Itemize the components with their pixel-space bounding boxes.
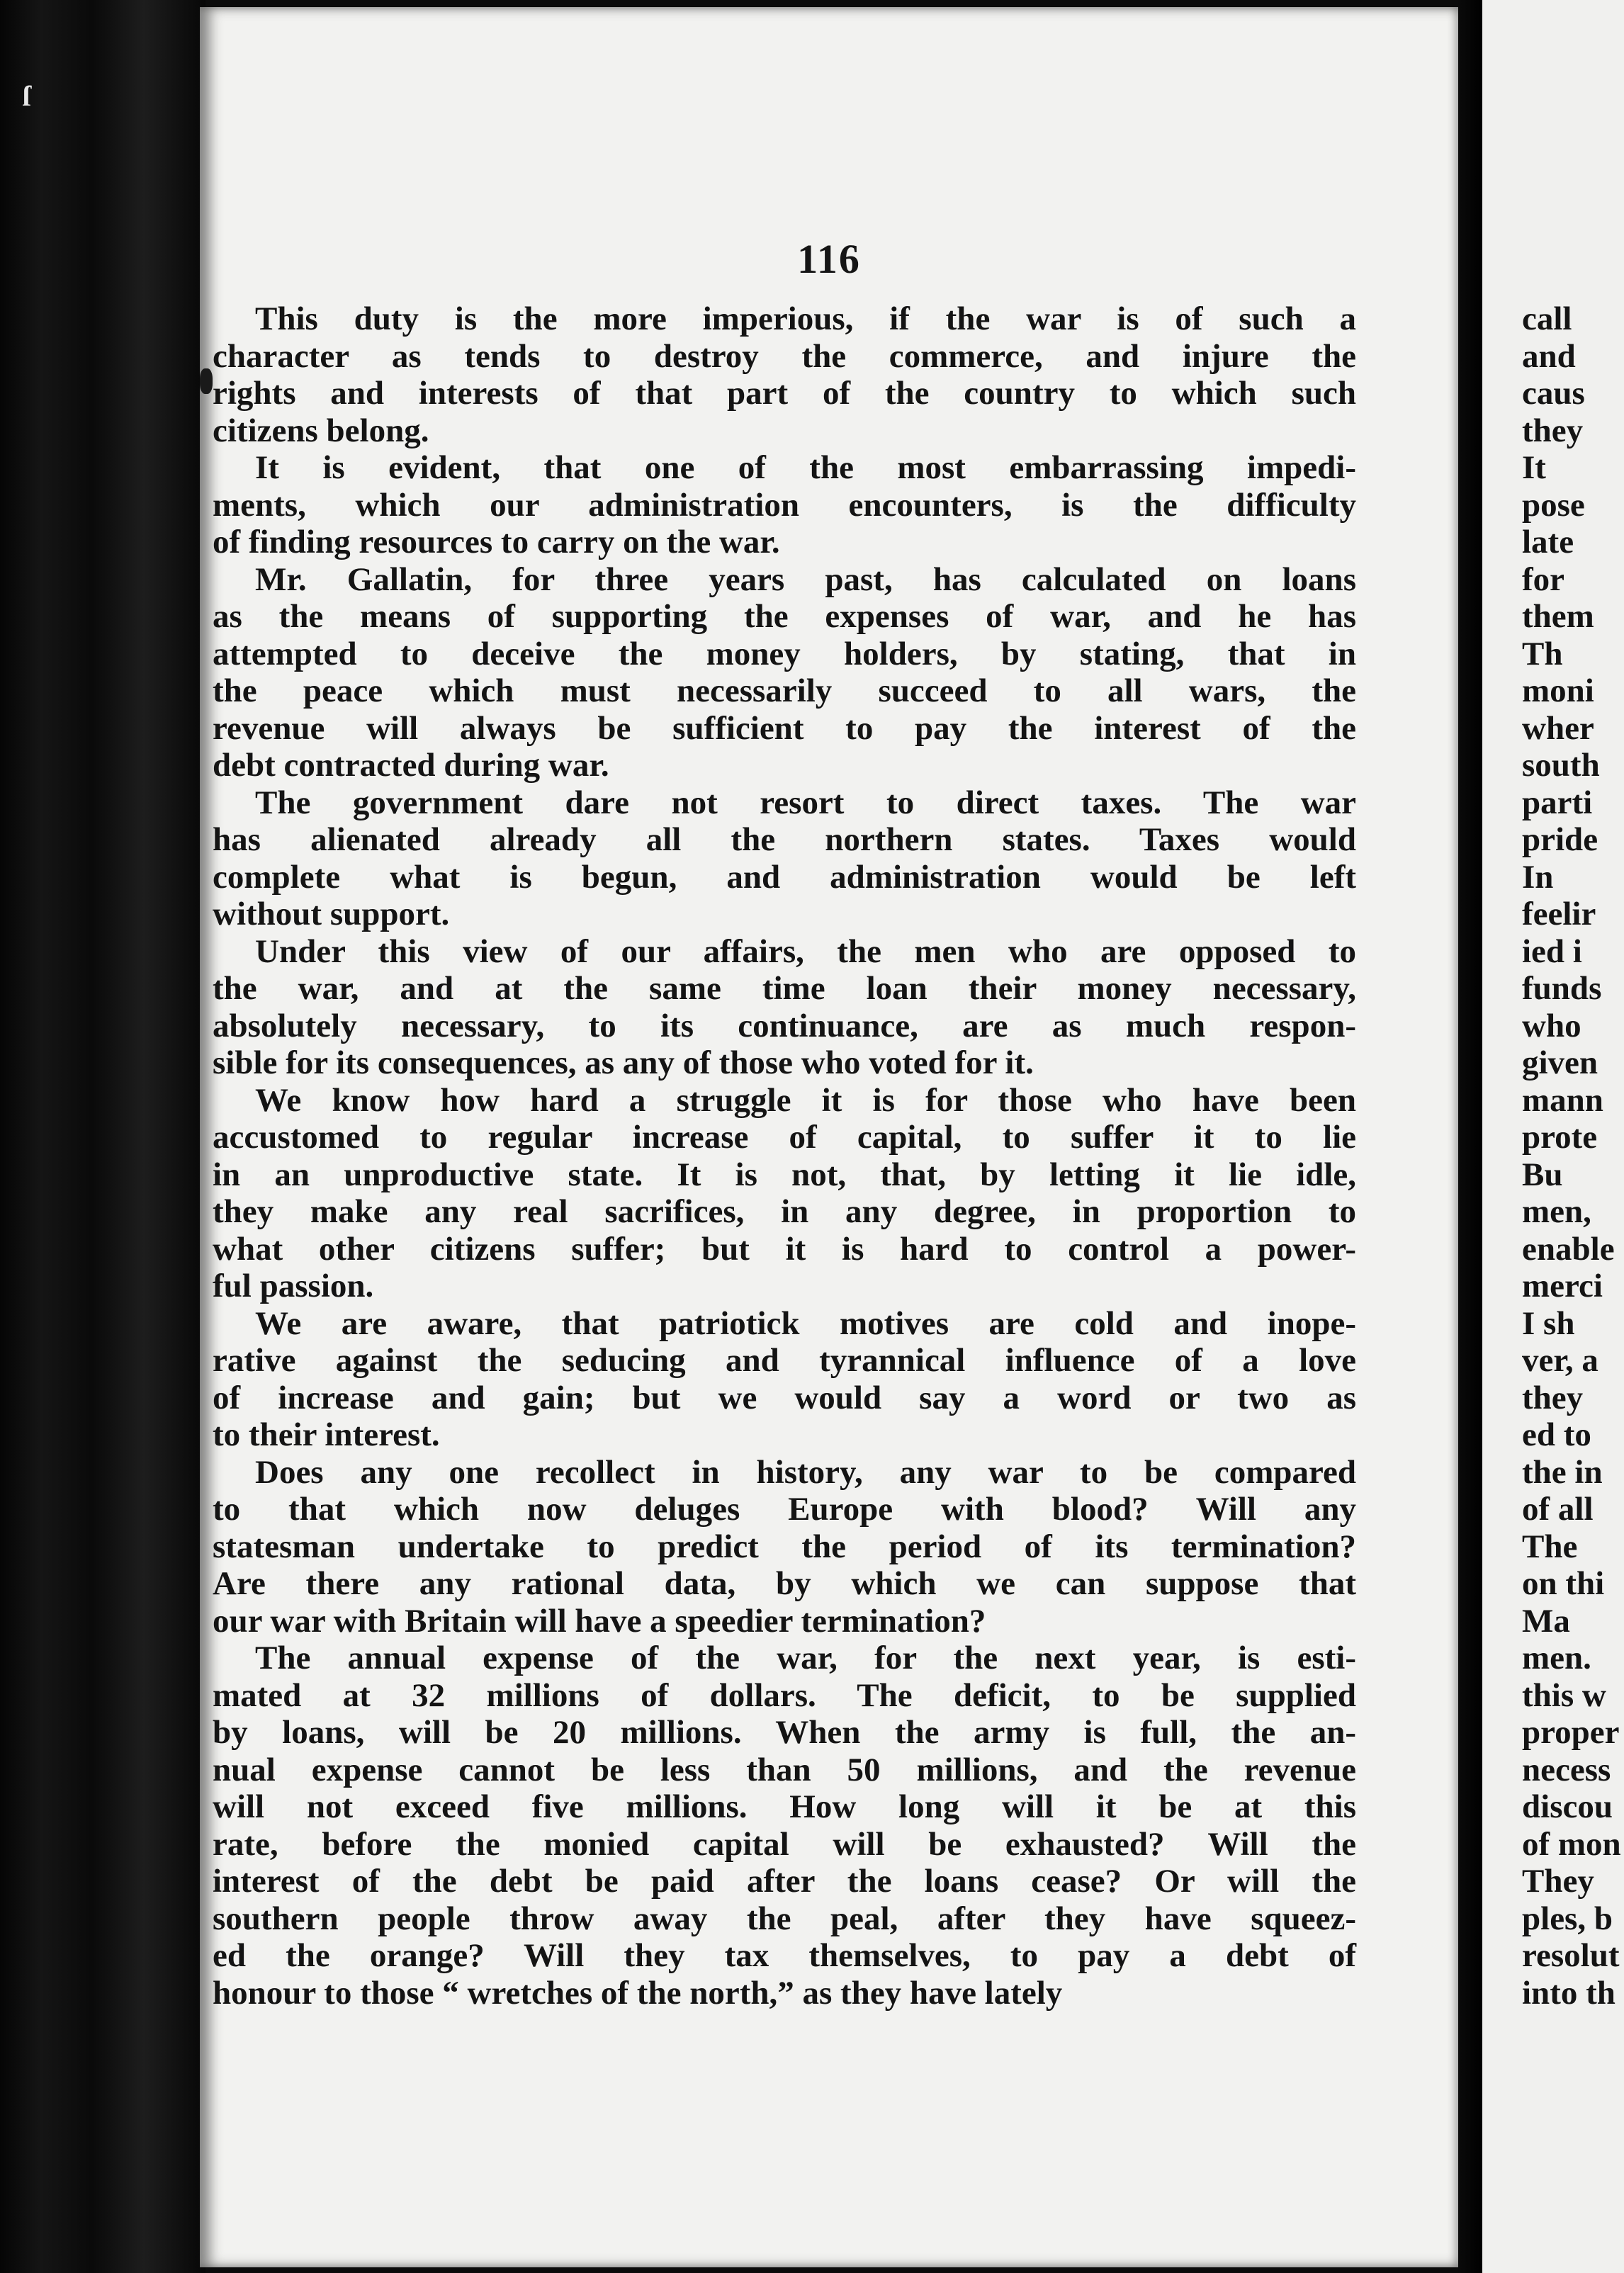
text-line: of increase and gain; but we would say a word or two as: [213, 1379, 1356, 1416]
text-line: by loans, will be 20 millions. When the army is full, the an-: [213, 1714, 1356, 1751]
text-line: We know how hard a struggle it is for those who have been: [255, 1081, 1356, 1119]
next-page-line: caus: [1522, 375, 1585, 412]
next-page-line: ied i: [1522, 932, 1582, 970]
text-line: attempted to deceive the money holders, by stating, that in: [213, 635, 1356, 672]
next-page-line: resolut: [1522, 1937, 1620, 1974]
text-line: without support.: [213, 896, 450, 932]
next-page-line: prote: [1522, 1119, 1598, 1156]
text-line: rative against the seducing and tyrannical influence of a love: [213, 1342, 1356, 1379]
next-page-line: and: [1522, 337, 1576, 375]
text-line: Under this view of our affairs, the men who are opposed to: [255, 932, 1356, 970]
next-page-line: Bu: [1522, 1156, 1563, 1193]
text-line: what other citizens suffer; but it is hard to control a power-: [213, 1230, 1356, 1268]
next-page-line: south: [1522, 747, 1600, 784]
next-page-line: for: [1522, 560, 1565, 598]
next-page-line: It: [1522, 449, 1546, 486]
text-line: as the means of supporting the expenses of war, and he has: [213, 598, 1356, 635]
page-body-text: [213, 300, 1356, 2012]
text-line: Mr. Gallatin, for three years past, has calculated on loans: [255, 560, 1356, 598]
next-page-line: wher: [1522, 709, 1594, 747]
text-line: our war with Britain will have a speedier termination?: [213, 1602, 986, 1640]
text-line: mated at 32 millions of dollars. The deficit, to be supplied: [213, 1676, 1356, 1714]
text-line: in an unproductive state. It is not, that, by letting it lie idle,: [213, 1156, 1356, 1193]
text-line: southern people throw away the peal, after they have squeez-: [213, 1900, 1356, 1937]
text-line: of finding resources to carry on the war.: [213, 524, 780, 560]
next-page-line: men,: [1522, 1193, 1591, 1230]
text-line: ful passion.: [213, 1268, 374, 1304]
text-line: We are aware, that patriotick motives are cold and inope-: [255, 1304, 1356, 1342]
next-page-edge: [1482, 0, 1624, 2273]
text-line: citizens belong.: [213, 412, 429, 449]
next-page-line: the in: [1522, 1453, 1603, 1491]
next-page-line: this w: [1522, 1676, 1606, 1714]
next-page-line: who: [1522, 1007, 1581, 1044]
text-line: The government dare not resort to direct taxes. The war: [255, 784, 1356, 821]
next-page-line: late: [1522, 524, 1574, 560]
next-page-line: Ma: [1522, 1602, 1570, 1640]
edge-mark: ſ: [23, 80, 31, 112]
next-page-line: In: [1522, 858, 1554, 896]
page-gutter: [1458, 0, 1482, 2273]
text-line: sible for its consequences, as any of those who voted for it.: [213, 1044, 1034, 1081]
text-line: statesman undertake to predict the period of its termination?: [213, 1528, 1356, 1565]
text-line: to that which now deluges Europe with blood? Will any: [213, 1491, 1356, 1528]
next-page-line: pose: [1522, 486, 1585, 524]
text-line: This duty is the more imperious, if the war is of such a: [255, 300, 1356, 337]
text-line: to their interest.: [213, 1416, 440, 1453]
text-line: has alienated already all the northern states. Taxes would: [213, 821, 1356, 858]
text-line: rate, before the monied capital will be exhausted? Will the: [213, 1825, 1356, 1863]
next-page-line: them: [1522, 598, 1594, 635]
next-page-line: enable: [1522, 1230, 1615, 1268]
next-page-line: I sh: [1522, 1304, 1575, 1342]
text-line: ments, which our administration encounters, is the difficulty: [213, 486, 1356, 524]
next-page-line: pride: [1522, 821, 1598, 858]
next-page-line: moni: [1522, 672, 1594, 709]
next-page-line: ver, a: [1522, 1342, 1598, 1379]
text-line: Are there any rational data, by which we can suppose that: [213, 1565, 1356, 1602]
next-page-line: necess: [1522, 1751, 1611, 1788]
next-page-line: funds: [1522, 970, 1602, 1007]
ink-blot: [200, 368, 213, 394]
next-page-line: men.: [1522, 1640, 1591, 1676]
next-page-line: of mon: [1522, 1825, 1621, 1863]
next-page-line: of all: [1522, 1491, 1594, 1528]
text-line: It is evident, that one of the most embarrassing impedi-: [255, 449, 1356, 486]
text-line: Does any one recollect in history, any war to be compared: [255, 1453, 1356, 1491]
next-page-line: They: [1522, 1863, 1594, 1900]
next-page-text: [1522, 300, 1624, 2012]
next-page-line: ples, b: [1522, 1900, 1613, 1937]
next-page-line: they: [1522, 412, 1584, 449]
page-number: 116: [797, 236, 861, 282]
text-line: absolutely necessary, to its continuance, are as much respon-: [213, 1007, 1356, 1044]
next-page-line: The: [1522, 1528, 1578, 1565]
text-line: they make any real sacrifices, in any degree, in proportion to: [213, 1193, 1356, 1230]
text-line: the peace which must necessarily succeed to all wars, the: [213, 672, 1356, 709]
text-line: will not exceed five millions. How long will it be at this: [213, 1788, 1356, 1825]
text-line: rights and interests of that part of the country to which such: [213, 375, 1356, 412]
text-line: nual expense cannot be less than 50 millions, and the revenue: [213, 1751, 1356, 1788]
text-line: honour to those “ wretches of the north,” as they have lately: [213, 1974, 1063, 2012]
next-page-line: call: [1522, 300, 1572, 337]
text-line: revenue will always be sufficient to pay the interest of the: [213, 709, 1356, 747]
next-page-line: parti: [1522, 784, 1593, 821]
next-page-line: Th: [1522, 635, 1563, 672]
text-line: ed the orange? Will they tax themselves, to pay a debt of: [213, 1937, 1356, 1974]
book-spine-edge: [0, 0, 205, 2273]
next-page-line: discou: [1522, 1788, 1613, 1825]
next-page-line: merci: [1522, 1268, 1603, 1304]
text-line: character as tends to destroy the commerce, and injure the: [213, 337, 1356, 375]
next-page-line: they: [1522, 1379, 1584, 1416]
text-line: complete what is begun, and administration would be left: [213, 858, 1356, 896]
next-page-line: on thi: [1522, 1565, 1605, 1602]
next-page-line: proper: [1522, 1714, 1620, 1751]
text-line: interest of the debt be paid after the loans cease? Or will the: [213, 1863, 1356, 1900]
text-line: The annual expense of the war, for the next year, is esti-: [255, 1640, 1356, 1676]
text-line: accustomed to regular increase of capital, to suffer it to lie: [213, 1119, 1356, 1156]
next-page-line: mann: [1522, 1081, 1603, 1119]
next-page-line: ed to: [1522, 1416, 1591, 1453]
next-page-line: into th: [1522, 1974, 1615, 2012]
text-line: debt contracted during war.: [213, 747, 609, 784]
next-page-line: feelir: [1522, 896, 1596, 932]
next-page-line: given: [1522, 1044, 1598, 1081]
text-line: the war, and at the same time loan their money necessary,: [213, 970, 1356, 1007]
